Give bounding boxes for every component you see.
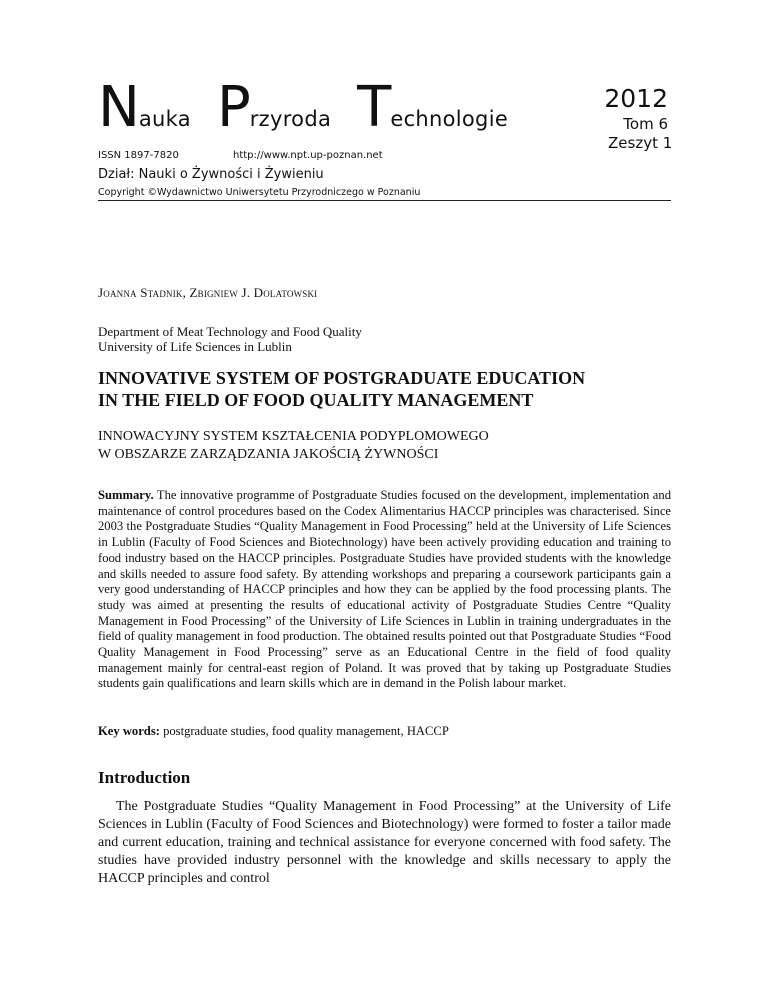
copyright-notice: Copyright ©Wydawnictwo Uniwersytetu Przyrodniczego w Poznaniu <box>98 187 421 198</box>
summary-label: Summary. <box>98 488 154 502</box>
keywords-label: Key words: <box>98 724 160 738</box>
journal-word-przyroda: rzyroda <box>249 107 332 131</box>
issn: ISSN 1897-7820 <box>98 150 179 161</box>
publication-year: 2012 <box>604 84 668 113</box>
journal-word-nauka: auka <box>138 107 191 131</box>
journal-initial-p: P <box>216 75 250 140</box>
journal-initial-n: N <box>98 75 139 140</box>
article-title <box>98 367 698 411</box>
issue-number: Zeszyt 1 <box>608 134 673 152</box>
introduction-paragraph: The Postgraduate Studies “Quality Management in Food Processing” at the University of Life Sciences in Lublin (Faculty of Food Sciences and Biotechnology) were formed to foster a tailor made and current education, training and technical assistance for everyone concerned with food safety. The studies have provided industry personnel with the knowledge and skills necessary to apply the HACCP principles and control <box>98 799 671 886</box>
affiliation <box>98 324 362 354</box>
article-title-line-1: INNOVATIVE SYSTEM OF POSTGRADUATE EDUCATION <box>98 368 586 388</box>
journal-title <box>98 75 509 140</box>
journal-word-technologie: echnologie <box>390 107 509 131</box>
keywords-text: postgraduate studies, food quality management, HACCP <box>159 724 449 738</box>
article-title-polish <box>98 428 698 464</box>
authors: Joanna Stadnik, Zbigniew J. Dolatowski <box>98 285 318 300</box>
journal-initial-t: T <box>357 75 391 140</box>
affiliation-university: University of Life Sciences in Lublin <box>98 339 292 354</box>
affiliation-department: Department of Meat Technology and Food Quality <box>98 324 362 339</box>
keywords <box>98 724 671 739</box>
section-heading-introduction: Introduction <box>98 768 191 787</box>
header-divider <box>98 200 671 201</box>
summary-paragraph <box>98 488 671 692</box>
journal-url[interactable]: http://www.npt.up-poznan.net <box>233 150 383 161</box>
article-title-line-2: IN THE FIELD OF FOOD QUALITY MANAGEMENT <box>98 390 534 410</box>
article-title-polish-line-2: W OBSZARZE ZARZĄDZANIA JAKOŚCIĄ ŻYWNOŚCI <box>98 447 439 462</box>
article-title-polish-line-1: INNOWACYJNY SYSTEM KSZTAŁCENIA PODYPLOMOWEGO <box>98 429 489 444</box>
volume-number: Tom 6 <box>623 115 668 133</box>
journal-section: Dział: Nauki o Żywności i Żywieniu <box>98 167 324 182</box>
summary-text: The innovative programme of Postgraduate Studies focused on the development, implementation and maintenance of control procedures based on the Codex Alimentarius HACCP principles was characterised. Since 2003 the Postgraduate Studies “Quality Management in Food Processing” held at the University of Life Sciences in Lublin (Faculty of Food Sciences and Biotechnology) have been actively providing education and training to food industry based on the HACCP principles. Postgraduate Studies have provided students with the knowledge and skills needed to assure food safety. By attending workshops and preparing a coursework participants gain a very good understanding of HACCP principles and how they can be applied by the food processing plants. The study was aimed at presenting the results of educational activity of Postgraduate Studies Centre “Quality Management in Food Processing” of the University of Life Sciences in Lublin in training undergraduates in the field of quality management in food production. The obtained results pointed out that Postgraduate Studies “Food Quality Management in Food Processing” serve as an Educational Centre in the field of food quality management mainly for central-east region of Poland. It was proved that by taking up Postgraduate Studies students gain qualifications and learn skills which are in demand in the Polish labour market. <box>98 488 671 691</box>
